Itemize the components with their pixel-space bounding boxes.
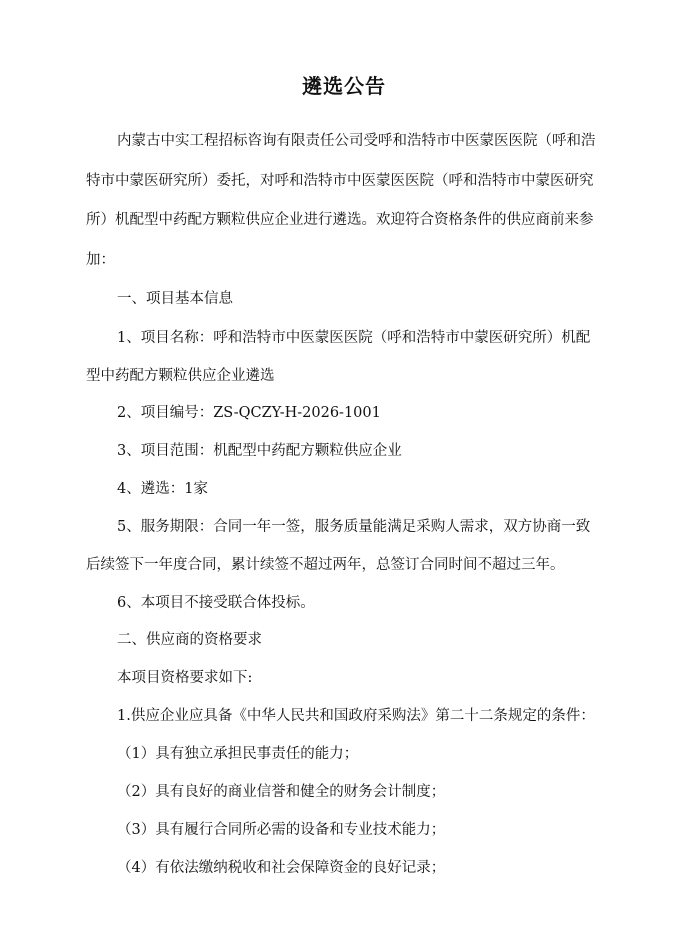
section-heading-qualifications: 二、供应商的资格要求 xyxy=(117,632,262,648)
project-number: 2、项目编号：ZS-QCZY-H-2026-1001 xyxy=(117,405,381,421)
requirement-sub-4: （4）有依法缴纳税收和社会保障资金的良好记录； xyxy=(117,860,446,876)
intro-line-2: 特市中蒙医研究所）委托，对呼和浩特市中医蒙医医院（呼和浩特市中蒙医研究 xyxy=(86,173,594,189)
consortium-note: 6、本项目不接受联合体投标。 xyxy=(117,595,315,611)
selection-count: 4、遴选：1家 xyxy=(117,481,208,497)
intro-line-1: 内蒙古中实工程招标咨询有限责任公司受呼和浩特市中医蒙医医院（呼和浩 xyxy=(117,133,596,149)
requirement-sub-2: （2）具有良好的商业信誉和健全的财务会计制度； xyxy=(117,784,446,800)
intro-line-3: 所）机配型中药配方颗粒供应企业进行遴选。欢迎符合资格条件的供应商前来参 xyxy=(86,212,594,228)
project-name-line-1: 1、项目名称：呼和浩特市中医蒙医医院（呼和浩特市中蒙医研究所）机配 xyxy=(117,330,591,346)
project-name-line-2: 型中药配方颗粒供应企业遴选 xyxy=(86,368,275,384)
requirement-sub-1: （1）具有独立承担民事责任的能力； xyxy=(117,746,359,762)
qualifications-lead: 本项目资格要求如下: xyxy=(117,670,253,686)
requirement-1: 1.供应企业应具备《中华人民共和国政府采购法》第二十二条规定的条件： xyxy=(117,708,595,724)
section-heading-project-info: 一、项目基本信息 xyxy=(117,291,233,307)
service-term-line-1: 5、服务期限：合同一年一签，服务质量能满足采购人需求，双方协商一致 xyxy=(117,519,591,535)
service-term-line-2: 后续签下一年度合同，累计续签不超过两年，总签订合同时间不超过三年。 xyxy=(86,557,565,573)
intro-line-4: 加： xyxy=(86,252,115,268)
project-scope: 3、项目范围：机配型中药配方颗粒供应企业 xyxy=(117,443,402,459)
requirement-sub-3: （3）具有履行合同所必需的设备和专业技术能力； xyxy=(117,822,446,838)
page-title: 遴选公告 xyxy=(302,74,386,98)
